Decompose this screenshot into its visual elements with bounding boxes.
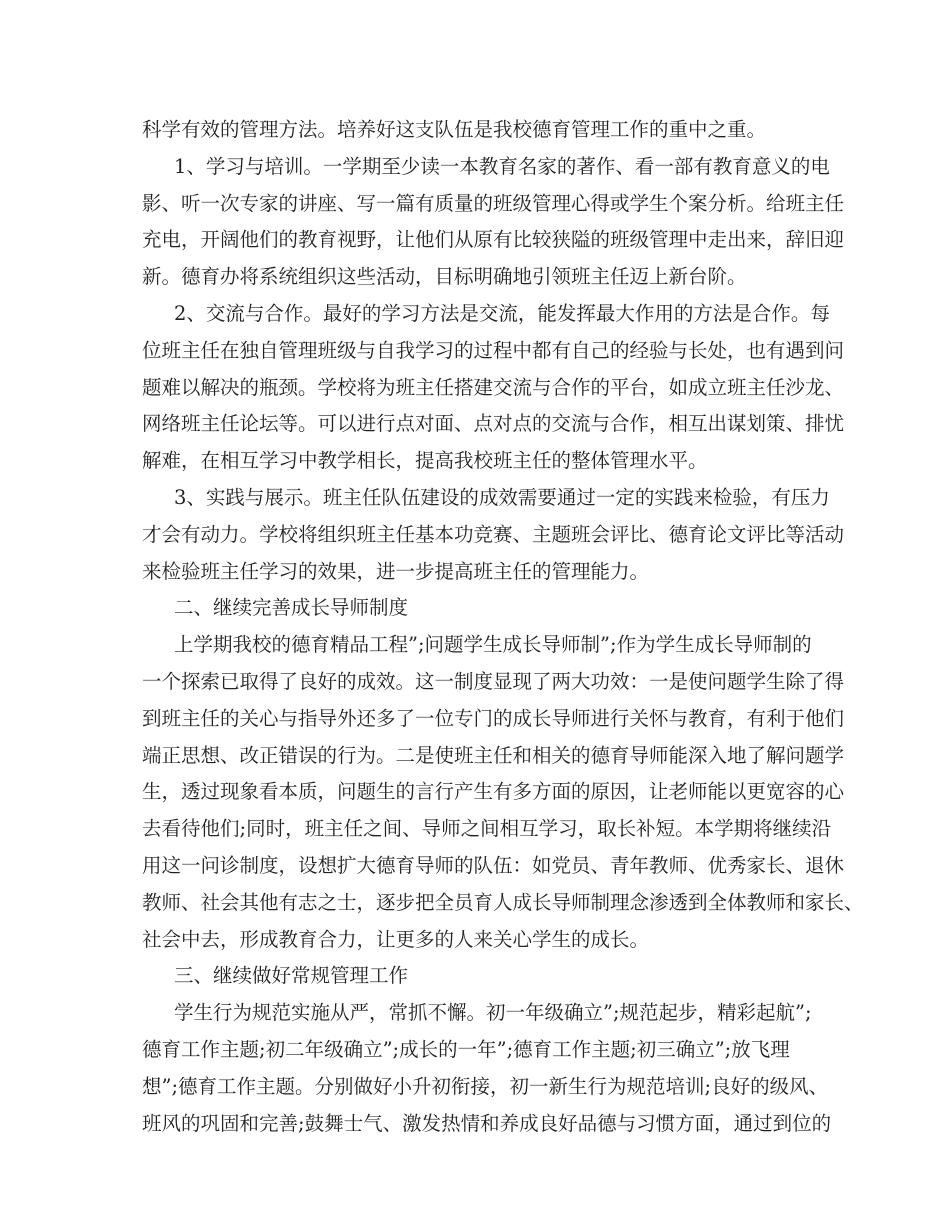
text-line: 到班主任的关心与指导外还多了一位专门的成长导师进行关怀与教育，有利于他们: [142, 706, 845, 730]
text-line: 端正思想、改正错误的行为。二是使班主任和相关的德育导师能深入地了解问题学: [142, 743, 845, 767]
text-line: 想”;德育工作主题。分别做好小升初衔接，初一新生行为规范培训;良好的级风、: [142, 1074, 829, 1098]
text-line: 班风的巩固和完善;鼓舞士气、激发热情和养成良好品德与习惯方面，通过到位的: [142, 1111, 832, 1135]
paragraph-line: 2、交流与合作。最好的学习方法是交流，能发挥最大作用的方法是合作。每: [174, 301, 830, 325]
text-line: 德育工作主题;初二年级确立”;成长的一年”;德育工作主题;初三确立”;放飞理: [142, 1037, 790, 1061]
text-line: 充电，开阔他们的教育视野，让他们从原有比较狭隘的班级管理中走出来，辞旧迎: [142, 228, 845, 252]
section-heading: 三、继续做好常规管理工作: [174, 964, 409, 988]
text-line: 才会有动力。学校将组织班主任基本功竞赛、主题班会评比、德育论文评比等活动: [142, 522, 845, 546]
text-line: 来检验班主任学习的效果，进一步提高班主任的管理能力。: [142, 559, 650, 583]
paragraph-line: 上学期我校的德育精品工程”;问题学生成长导师制”;作为学生成长导师制的: [174, 633, 812, 657]
text-line: 新。德育办将系统组织这些活动，目标明确地引领班主任迈上新台阶。: [142, 265, 747, 289]
text-line: 位班主任在独自管理班级与自我学习的过程中都有自己的经验与长处，也有遇到问: [142, 338, 845, 362]
section-heading: 二、继续完善成长导师制度: [174, 596, 409, 620]
text-line: 题难以解决的瓶颈。学校将为班主任搭建交流与合作的平台，如成立班主任沙龙、: [142, 375, 845, 399]
text-line: 去看待他们;同时，班主任之间、导师之间相互学习，取长补短。本学期将继续沿: [142, 817, 832, 841]
paragraph-line: 1、学习与培训。一学期至少读一本教育名家的著作、看一部有教育意义的电: [174, 154, 830, 178]
text-line: 网络班主任论坛等。可以进行点对面、点对点的交流与合作，相互出谋划策、排忧: [142, 412, 845, 436]
text-line: 解难，在相互学习中教学相长，提高我校班主任的整体管理水平。: [142, 449, 708, 473]
text-line: 用这一问诊制度，设想扩大德育导师的队伍：如党员、青年教师、优秀家长、退休: [142, 853, 845, 877]
paragraph-line: 3、实践与展示。班主任队伍建设的成效需要通过一定的实践来检验，有压力: [174, 485, 830, 509]
text-line: 一个探索已取得了良好的成效。这一制度显现了两大功效：一是使问题学生除了得: [142, 669, 845, 693]
text-line: 影、听一次专家的讲座、写一篇有质量的班级管理心得或学生个案分析。给班主任: [142, 191, 845, 215]
text-line: 社会中去，形成教育合力，让更多的人来关心学生的成长。: [142, 927, 650, 951]
text-line: 科学有效的管理方法。培养好这支队伍是我校德育管理工作的重中之重。: [142, 118, 767, 141]
document-body: [142, 112, 864, 1142]
text-line: 生，透过现象看本质，问题生的言行产生有多方面的原因，让老师能以更宽容的心: [142, 780, 845, 804]
paragraph-line: 学生行为规范实施从严，常抓不懈。初一年级确立”;规范起步，精彩起航”;: [174, 1001, 812, 1025]
text-line: 教师、社会其他有志之士，逐步把全员育人成长导师制理念渗透到全体教师和家长、: [142, 890, 864, 914]
